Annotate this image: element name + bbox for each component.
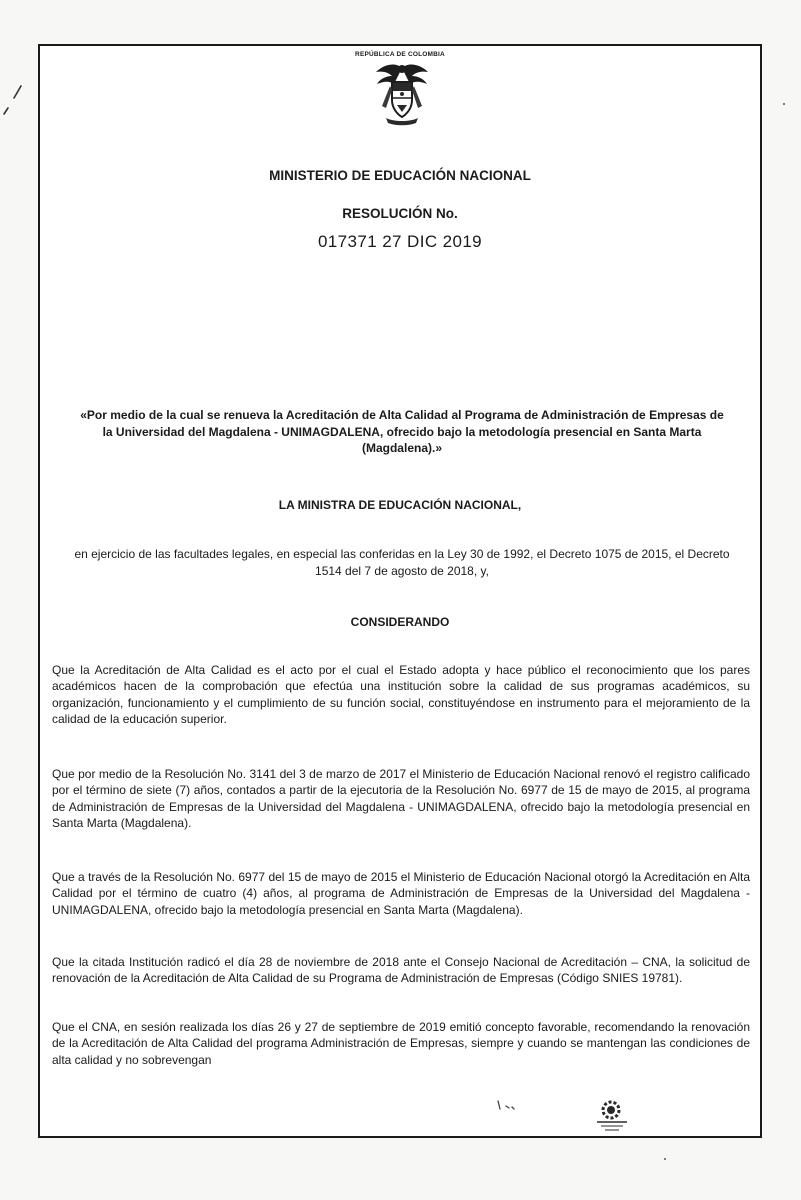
considerando-paragraph: Que el CNA, en sesión realizada los días 26 y 27 de septiembre de 2019 emitió concepto favorable, recomendando la renovación de la Acreditación de Alta Calidad del programa Administración de Empresas, siempre y cuando se mantengan las condiciones de alta calidad y no sobrevengan	[52, 1020, 750, 1067]
margin-pen-mark	[2, 82, 24, 116]
document-sheet	[38, 44, 762, 1138]
considerando-paragraph: Que la citada Institución radicó el día 28 de noviembre de 2018 ante el Consejo Nacional de Acreditación – CNA, la solicitud de renovación de la Acreditación de Alta Calidad de su Programa de Administración de Empresas (Código SNIES 19781).	[52, 955, 750, 986]
legal-faculties-statement: en ejercicio de las facultades legales, en especial las conferidas en la Ley 30 de 1992, el Decreto 1075 de 2015, el Decreto 1514 del 7 de agosto de 2018, y,	[74, 547, 730, 578]
gear-seal-icon	[593, 1096, 633, 1134]
scan-speck	[783, 103, 785, 105]
minister-title: LA MINISTRA DE EDUCACIÓN NACIONAL,	[278, 498, 522, 512]
considerando-paragraph: Que por medio de la Resolución No. 3141 del 3 de marzo de 2017 el Ministerio de Educación Nacional renovó el registro calificado por el término de siete (7) años, contados a partir de la ejecutoria de la Resolución No. 6977 de 15 de mayo de 2015, al programa de Administración de Empresas de la Universidad del Magdalena - UNIMAGDALENA, ofrecido bajo la metodología presencial en Santa Marta (Magdalena).	[52, 767, 750, 831]
scan-speck	[664, 1158, 666, 1160]
resolution-subject: «Por medio de la cual se renueva la Acreditación de Alta Calidad al Programa de Administración de Empresas de la Universidad del Magdalena - UNIMAGDALENA, ofrecido bajo la metodología presencial en Santa Marta (Magdalena).»	[80, 408, 724, 455]
handwritten-initial-mark	[495, 1098, 517, 1112]
republic-heading: REPÚBLICA DE COLOMBIA	[355, 51, 445, 58]
colombia-coat-of-arms-icon	[370, 60, 434, 126]
resolution-label: RESOLUCIÓN No.	[342, 206, 458, 221]
considerando-heading: CONSIDERANDO	[350, 615, 450, 629]
ministry-title: MINISTERIO DE EDUCACIÓN NACIONAL	[269, 168, 531, 183]
resolution-number-date: 017371 27 DIC 2019	[317, 232, 483, 251]
considerando-paragraph: Que la Acreditación de Alta Calidad es el acto por el cual el Estado adopta y hace público el reconocimiento que los pares académicos hacen de la comprobación que efectúa una institución sobre la calidad de sus programas académicos, su organización, funcionamiento y el cumplimiento de su función social, constituyéndose en instrumento para el mejoramiento de la calidad de la educación superior.	[52, 663, 750, 727]
considerando-paragraph: Que a través de la Resolución No. 6977 del 15 de mayo de 2015 el Ministerio de Educación Nacional otorgó la Acreditación en Alta Calidad por el término de cuatro (4) años, al programa de Administración de Empresas de la Universidad del Magdalena - UNIMAGDALENA, ofrecido bajo la metodología presencial en Santa Marta (Magdalena).	[52, 870, 750, 917]
